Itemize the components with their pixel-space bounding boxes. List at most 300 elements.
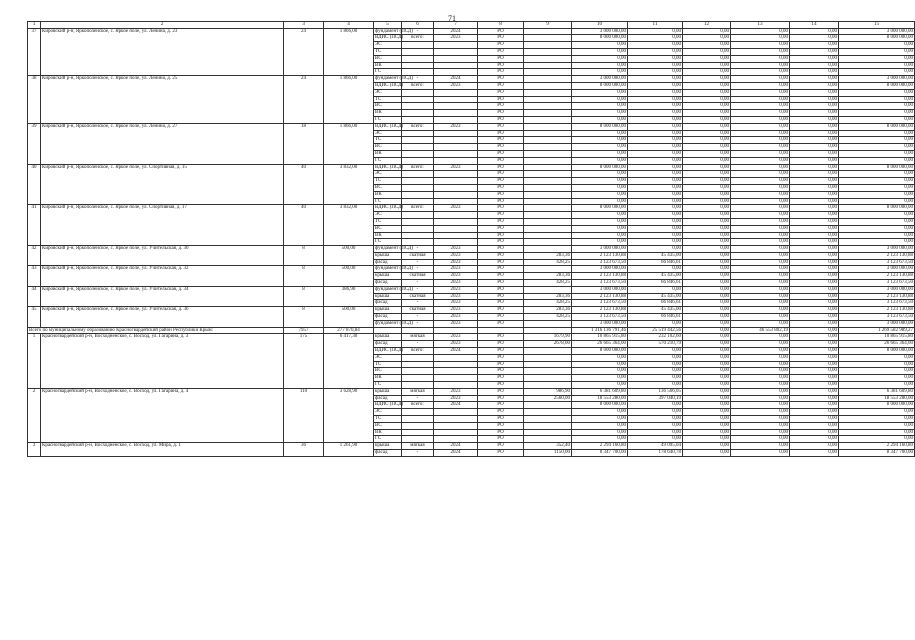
- data-cell: 0,00: [628, 137, 683, 144]
- data-cell: 0,00: [628, 110, 683, 117]
- total-area: 1 261,90: [324, 443, 374, 457]
- data-cell: 0,00: [731, 48, 790, 55]
- data-cell: [434, 375, 478, 382]
- total-area-sum: 277 870,84: [324, 327, 374, 334]
- data-cell: 2 294 160,80: [839, 443, 915, 450]
- data-cell: 0,00: [683, 409, 731, 416]
- data-cell: 0,00: [839, 409, 915, 416]
- data-cell: [402, 198, 434, 205]
- data-cell: 0,00: [683, 266, 731, 273]
- data-cell: ЭС: [374, 171, 402, 178]
- data-cell: РО: [478, 137, 524, 144]
- data-cell: 0,00: [839, 116, 915, 123]
- building-address: Кировский р-н, Яркополенское, с. Яркое поле, ул. Учительская, д. 36: [41, 307, 284, 327]
- data-cell: [434, 382, 478, 389]
- data-cell: 0,00: [790, 409, 839, 416]
- data-cell: 0,00: [628, 191, 683, 198]
- data-cell: 0,00: [790, 123, 839, 130]
- data-cell: 0,00: [683, 334, 731, 341]
- data-cell: РО: [478, 96, 524, 103]
- data-cell: 0,00: [628, 130, 683, 137]
- page-number: 71: [448, 14, 456, 23]
- data-cell: [524, 354, 572, 361]
- data-cell: 0,00: [731, 429, 790, 436]
- data-cell: 0,00: [731, 218, 790, 225]
- data-cell: крыша: [374, 334, 402, 341]
- data-cell: 0,00: [683, 246, 731, 253]
- data-cell: 0,00: [731, 293, 790, 300]
- data-cell: 0,00: [790, 422, 839, 429]
- data-cell: 3 000 000,00: [572, 28, 628, 35]
- data-cell: 0,00: [572, 103, 628, 110]
- data-cell: 0,00: [572, 184, 628, 191]
- data-cell: 0,00: [839, 212, 915, 219]
- data-cell: -: [402, 314, 434, 321]
- total-area: 1 866,00: [324, 76, 374, 124]
- data-cell: 0,00: [731, 28, 790, 35]
- data-cell: 0,00: [731, 42, 790, 49]
- data-cell: 0,00: [683, 150, 731, 157]
- column-number: 12: [683, 22, 731, 29]
- data-cell: -: [402, 300, 434, 307]
- column-number: 10: [572, 22, 628, 29]
- data-cell: 0,00: [628, 409, 683, 416]
- data-cell: 0,00: [790, 273, 839, 280]
- data-cell: 66 846,61: [628, 300, 683, 307]
- data-cell: 0,00: [790, 218, 839, 225]
- data-cell: ВК: [374, 232, 402, 239]
- data-cell: 0,00: [839, 239, 915, 246]
- data-cell: 0,00: [839, 382, 915, 389]
- data-cell: 0,00: [628, 218, 683, 225]
- data-cell: всего:: [402, 205, 434, 212]
- data-cell: 2 123 130,88: [839, 293, 915, 300]
- data-cell: 2023: [434, 320, 478, 327]
- row-number: 3: [28, 443, 41, 457]
- column-number: 9: [524, 22, 572, 29]
- data-cell: -: [402, 246, 434, 253]
- data-cell: 3 000 000,00: [572, 246, 628, 253]
- data-cell: всего:: [402, 123, 434, 130]
- data-cell: 0,00: [572, 239, 628, 246]
- data-cell: 6 381 609,80: [572, 388, 628, 395]
- total-row: [28, 327, 915, 334]
- data-cell: 0,00: [731, 286, 790, 293]
- data-cell: 0,00: [572, 48, 628, 55]
- data-cell: 0,00: [683, 184, 731, 191]
- data-cell: -: [402, 266, 434, 273]
- data-cell: 0,00: [572, 137, 628, 144]
- data-cell: 0,00: [572, 416, 628, 423]
- data-cell: ГС: [374, 198, 402, 205]
- data-cell: 283,36: [524, 293, 572, 300]
- data-cell: 0,00: [628, 266, 683, 273]
- data-cell: 0,00: [731, 314, 790, 321]
- data-cell: 0,00: [572, 191, 628, 198]
- data-cell: [434, 48, 478, 55]
- data-cell: 0,00: [628, 198, 683, 205]
- data-cell: 0,00: [628, 76, 683, 83]
- data-cell: 428,25: [524, 259, 572, 266]
- data-cell: [524, 429, 572, 436]
- building-address: Кировский р-н, Яркополенское, с. Яркое поле, ул. Ленина, д. 27: [41, 123, 284, 164]
- data-cell: крыша: [374, 443, 402, 450]
- data-cell: [524, 69, 572, 76]
- data-cell: 0,00: [790, 110, 839, 117]
- data-cell: 0,00: [790, 48, 839, 55]
- data-cell: [524, 55, 572, 62]
- data-cell: 0,00: [790, 252, 839, 259]
- data-cell: 0,00: [628, 212, 683, 219]
- data-cell: ЭС: [374, 354, 402, 361]
- data-cell: 0,00: [683, 252, 731, 259]
- data-cell: мягкая: [402, 443, 434, 450]
- data-cell: 0,00: [683, 395, 731, 402]
- data-cell: РО: [478, 48, 524, 55]
- data-cell: РО: [478, 450, 524, 457]
- data-cell: 8 000 000,00: [572, 164, 628, 171]
- data-cell: [524, 42, 572, 49]
- data-cell: 0,00: [790, 157, 839, 164]
- data-cell: 0,00: [628, 48, 683, 55]
- data-cell: 0,00: [790, 348, 839, 355]
- data-cell: 3 000 000,00: [839, 246, 915, 253]
- data-cell: всего:: [402, 348, 434, 355]
- data-cell: -: [402, 395, 434, 402]
- data-cell: 0,00: [572, 198, 628, 205]
- data-cell: РО: [478, 246, 524, 253]
- data-cell: 0,00: [683, 212, 731, 219]
- data-cell: 0,00: [683, 388, 731, 395]
- data-cell: 2560,00: [524, 395, 572, 402]
- row-number: 43: [28, 266, 41, 286]
- data-cell: 1679,90: [524, 334, 572, 341]
- data-cell: РО: [478, 436, 524, 443]
- data-cell: 8 000 000,00: [572, 205, 628, 212]
- data-cell: крыша: [374, 273, 402, 280]
- data-cell: 0,00: [731, 103, 790, 110]
- data-cell: 0,00: [790, 259, 839, 266]
- data-cell: ВС: [374, 103, 402, 110]
- row-number: 42: [28, 246, 41, 266]
- data-cell: 0,00: [731, 212, 790, 219]
- data-cell: [402, 239, 434, 246]
- data-cell: 0,00: [731, 361, 790, 368]
- data-cell: скатная: [402, 293, 434, 300]
- data-cell: 1150,00: [524, 450, 572, 457]
- data-cell: 3 123 673,50: [572, 314, 628, 321]
- data-cell: 0,00: [790, 375, 839, 382]
- data-cell: 0,00: [839, 144, 915, 151]
- data-cell: 0,00: [790, 28, 839, 35]
- data-cell: [402, 225, 434, 232]
- data-cell: мягкая: [402, 334, 434, 341]
- data-cell: 0,00: [683, 307, 731, 314]
- table-row: [28, 205, 915, 212]
- data-cell: 0,00: [731, 422, 790, 429]
- data-cell: 3 123 673,50: [572, 280, 628, 287]
- data-cell: 0,00: [839, 62, 915, 69]
- data-cell: 0,00: [790, 334, 839, 341]
- data-cell: РО: [478, 443, 524, 450]
- data-cell: крыша: [374, 388, 402, 395]
- data-cell: 0,00: [790, 320, 839, 327]
- data-cell: 0,00: [572, 218, 628, 225]
- data-cell: 3 000 000,00: [839, 320, 915, 327]
- data-cell: 2 123 130,88: [572, 293, 628, 300]
- data-cell: [524, 171, 572, 178]
- data-cell: 0,00: [572, 429, 628, 436]
- data-cell: ТС: [374, 218, 402, 225]
- table-row: [28, 246, 915, 253]
- data-cell: 0,00: [683, 171, 731, 178]
- data-cell: 0,00: [731, 416, 790, 423]
- data-cell: 283,36: [524, 252, 572, 259]
- data-cell: [434, 42, 478, 49]
- data-cell: [524, 150, 572, 157]
- data-cell: ГС: [374, 239, 402, 246]
- data-cell: фундамент (ПСД): [375, 286, 413, 292]
- table-row: [28, 334, 915, 341]
- total-area: 386,90: [324, 286, 374, 306]
- data-cell: 0,00: [572, 96, 628, 103]
- data-cell: 0,00: [628, 239, 683, 246]
- data-cell: 0,00: [839, 361, 915, 368]
- data-cell: [524, 123, 572, 130]
- data-cell: 0,00: [628, 205, 683, 212]
- data-cell: 0,00: [628, 171, 683, 178]
- data-cell: -: [402, 286, 434, 293]
- data-cell: 0,00: [628, 144, 683, 151]
- data-cell: [402, 354, 434, 361]
- data-cell: 0,00: [683, 320, 731, 327]
- data-cell: 0,00: [628, 157, 683, 164]
- row-number: 45: [28, 307, 41, 327]
- data-cell: 0,00: [628, 103, 683, 110]
- data-cell: 0,00: [683, 28, 731, 35]
- data-cell: [402, 422, 434, 429]
- apartment-count: 8: [284, 307, 324, 327]
- data-cell: 0,00: [683, 280, 731, 287]
- data-cell: [524, 422, 572, 429]
- data-cell: ВДИС (ПСД): [375, 35, 404, 41]
- data-cell: 8 347 700,00: [572, 450, 628, 457]
- data-cell: [524, 76, 572, 83]
- data-cell: 0,00: [572, 422, 628, 429]
- data-cell: 0,00: [731, 89, 790, 96]
- building-address: Кировский р-н, Яркополенское, с. Яркое поле, ул. Учительская, д. 34: [41, 286, 284, 306]
- data-cell: 8 000 000,00: [572, 82, 628, 89]
- data-cell: 26 665 364,00: [572, 341, 628, 348]
- data-cell: 2023: [434, 164, 478, 171]
- data-cell: 0,00: [839, 429, 915, 436]
- data-cell: 283,36: [524, 273, 572, 280]
- data-cell: 0,00: [628, 361, 683, 368]
- data-cell: [524, 35, 572, 42]
- data-cell: РО: [478, 429, 524, 436]
- data-cell: РО: [478, 164, 524, 171]
- total-area: 3 628,90: [324, 388, 374, 442]
- data-cell: 0,00: [731, 198, 790, 205]
- data-cell: 3 000 000,00: [839, 76, 915, 83]
- data-cell: 2023: [434, 300, 478, 307]
- data-cell: 0,00: [572, 110, 628, 117]
- data-cell: 10 865 915,80: [839, 334, 915, 341]
- row-number: 38: [28, 76, 41, 124]
- data-cell: 2 123 130,88: [839, 252, 915, 259]
- data-cell: ТС: [374, 96, 402, 103]
- data-cell: [524, 239, 572, 246]
- data-cell: 8 000 000,00: [839, 82, 915, 89]
- data-cell: 2678,00: [524, 341, 572, 348]
- data-cell: [434, 137, 478, 144]
- data-cell: РО: [478, 123, 524, 130]
- data-cell: 0,00: [628, 116, 683, 123]
- data-cell: ГС: [374, 157, 402, 164]
- data-cell: РО: [478, 409, 524, 416]
- data-cell: 0,00: [731, 252, 790, 259]
- data-cell: 0,00: [731, 246, 790, 253]
- data-cell: 0,00: [628, 89, 683, 96]
- data-cell: -: [402, 320, 434, 327]
- data-cell: [524, 48, 572, 55]
- data-cell: фундамент (ПСД): [375, 266, 413, 272]
- data-cell: 0,00: [790, 307, 839, 314]
- data-cell: [434, 96, 478, 103]
- data-cell: 0,00: [683, 218, 731, 225]
- data-cell: ВС: [374, 184, 402, 191]
- data-cell: [524, 184, 572, 191]
- data-cell: [434, 191, 478, 198]
- data-cell: 428,25: [524, 280, 572, 287]
- data-cell: 0,00: [683, 429, 731, 436]
- data-cell: 2023: [434, 280, 478, 287]
- data-cell: [524, 157, 572, 164]
- apartment-count: 40: [284, 164, 324, 205]
- data-cell: 0,00: [839, 416, 915, 423]
- data-cell: 0,00: [683, 450, 731, 457]
- data-cell: фасад: [374, 395, 402, 402]
- data-cell: 0,00: [790, 429, 839, 436]
- data-cell: 0,00: [731, 239, 790, 246]
- data-cell: [402, 69, 434, 76]
- total-value: 0,00: [790, 327, 839, 334]
- data-cell: [524, 409, 572, 416]
- data-cell: 0,00: [628, 375, 683, 382]
- data-cell: 0,00: [790, 416, 839, 423]
- data-cell: РО: [478, 35, 524, 42]
- data-cell: РО: [478, 300, 524, 307]
- data-cell: 8 000 000,00: [572, 123, 628, 130]
- building-address: Красногвардейский р-н, Восходненское, с. Восход, ул. Гагарина, д. 3: [41, 334, 284, 388]
- data-cell: 0,00: [731, 116, 790, 123]
- data-cell: скатная: [402, 307, 434, 314]
- data-cell: 2023: [434, 341, 478, 348]
- apartment-count: 40: [284, 205, 324, 246]
- data-cell: 0,00: [683, 205, 731, 212]
- data-cell: [524, 361, 572, 368]
- data-cell: ТС: [374, 361, 402, 368]
- data-cell: 2023: [434, 286, 478, 293]
- data-cell: 0,00: [839, 130, 915, 137]
- data-cell: 352,40: [524, 443, 572, 450]
- data-cell: 0,00: [790, 212, 839, 219]
- data-cell: 0,00: [839, 89, 915, 96]
- data-cell: [434, 130, 478, 137]
- data-cell: 0,00: [683, 137, 731, 144]
- building-address: Красногвардейский р-н, Восходненское, с. Восход, ул. Мира, д. 1: [41, 443, 284, 457]
- data-cell: 0,00: [572, 409, 628, 416]
- data-cell: ВДИС (ПСД): [375, 205, 404, 211]
- table-row: [28, 443, 915, 450]
- data-cell: крыша: [374, 307, 402, 314]
- data-cell: 18 553 280,00: [572, 395, 628, 402]
- data-cell: 0,00: [790, 280, 839, 287]
- empty-cell: [524, 327, 572, 334]
- data-cell: РО: [478, 28, 524, 35]
- data-cell: [402, 110, 434, 117]
- data-cell: ВС: [374, 225, 402, 232]
- data-cell: РО: [478, 218, 524, 225]
- data-cell: [434, 103, 478, 110]
- data-cell: 0,00: [683, 259, 731, 266]
- data-cell: 2023: [434, 395, 478, 402]
- empty-cell: [374, 327, 402, 334]
- data-cell: 2023: [434, 293, 478, 300]
- data-cell: 0,00: [839, 48, 915, 55]
- data-cell: [434, 171, 478, 178]
- data-cell: РО: [478, 191, 524, 198]
- data-cell: [524, 402, 572, 409]
- data-cell: 0,00: [683, 62, 731, 69]
- data-cell: 0,00: [683, 198, 731, 205]
- data-cell: мягкая: [402, 388, 434, 395]
- column-number: 13: [731, 22, 790, 29]
- data-cell: 0,00: [731, 191, 790, 198]
- data-cell: 0,00: [683, 42, 731, 49]
- data-cell: 0,00: [731, 130, 790, 137]
- data-cell: [402, 137, 434, 144]
- data-cell: 0,00: [839, 375, 915, 382]
- data-cell: [434, 55, 478, 62]
- data-cell: 0,00: [790, 436, 839, 443]
- data-cell: [402, 130, 434, 137]
- data-cell: [434, 416, 478, 423]
- data-cell: 0,00: [628, 150, 683, 157]
- data-cell: 45 435,00: [628, 273, 683, 280]
- data-cell: 0,00: [839, 218, 915, 225]
- data-cell: 2024: [434, 402, 478, 409]
- data-cell: 0,00: [572, 178, 628, 185]
- data-cell: РО: [478, 388, 524, 395]
- data-cell: ЭС: [374, 212, 402, 219]
- data-cell: 8 000 000,00: [572, 348, 628, 355]
- data-cell: всего:: [402, 402, 434, 409]
- data-cell: ВС: [374, 422, 402, 429]
- data-cell: 0,00: [731, 137, 790, 144]
- data-cell: 0,00: [731, 184, 790, 191]
- data-cell: 0,00: [790, 62, 839, 69]
- data-cell: РО: [478, 76, 524, 83]
- data-cell: [524, 382, 572, 389]
- row-number: 39: [28, 123, 41, 164]
- data-cell: 18 553 280,00: [839, 395, 915, 402]
- data-cell: ВС: [374, 55, 402, 62]
- data-cell: 0,00: [731, 341, 790, 348]
- data-cell: [402, 157, 434, 164]
- data-cell: 0,00: [731, 388, 790, 395]
- data-cell: [434, 361, 478, 368]
